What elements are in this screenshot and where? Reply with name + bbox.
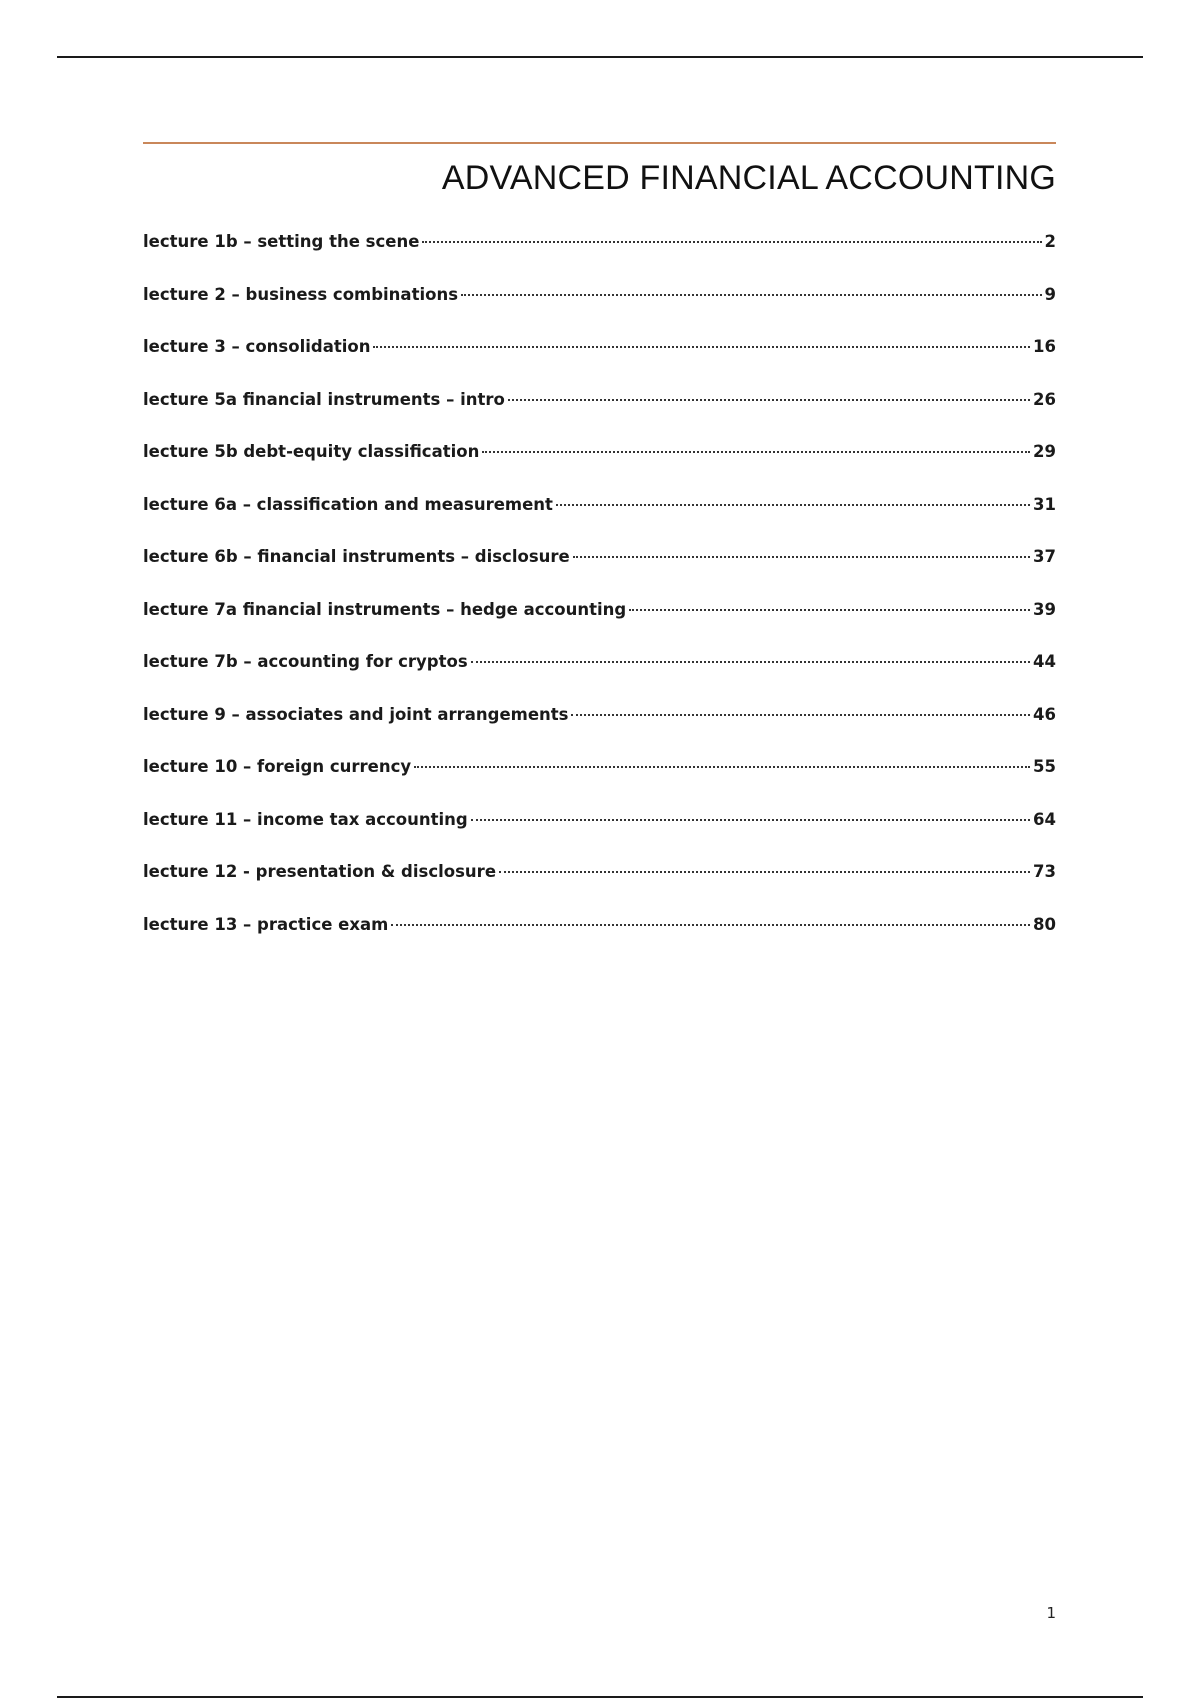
page-number: 1 [1046, 1604, 1056, 1622]
toc-dot-leader [471, 819, 1030, 821]
toc-entry[interactable] [143, 232, 1056, 285]
toc-entry-label: lecture 13 – practice exam [143, 914, 389, 934]
toc-entry-page: 9 [1044, 284, 1056, 304]
toc-entry-page: 16 [1033, 337, 1056, 356]
toc-entry[interactable] [143, 810, 1056, 863]
toc-entry-label: lecture 5b debt-equity classification [143, 442, 480, 461]
toc-entry[interactable] [143, 757, 1056, 810]
toc-entry-label: lecture 1b – setting the scene [143, 232, 420, 251]
toc-dot-leader [373, 346, 1030, 348]
toc-entry-page: 73 [1033, 862, 1056, 881]
title-accent-rule [143, 142, 1056, 144]
toc-entry-page: 31 [1033, 494, 1056, 514]
toc-entry-label: lecture 6b – financial instruments – disclosure [143, 547, 570, 566]
toc-entry-page: 80 [1033, 914, 1056, 934]
header-rule [57, 56, 1143, 58]
toc-dot-leader [482, 451, 1030, 453]
toc-entry[interactable] [143, 285, 1056, 338]
toc-entry-label: lecture 10 – foreign currency [143, 757, 412, 776]
toc-entry[interactable] [143, 705, 1056, 758]
toc-dot-leader [471, 661, 1030, 663]
toc-entry-label: lecture 2 – business combinations [143, 284, 459, 304]
toc-entry-label: lecture 12 - presentation & disclosure [143, 862, 497, 881]
toc-dot-leader [573, 556, 1030, 558]
toc-entry-page: 26 [1033, 389, 1056, 409]
toc-entry-page: 55 [1033, 757, 1056, 776]
toc-dot-leader [461, 294, 1042, 296]
toc-entry-label: lecture 6a – classification and measurement [143, 494, 553, 514]
toc-dot-leader [629, 609, 1030, 611]
toc-dot-leader [499, 871, 1030, 873]
document-title: ADVANCED FINANCIAL ACCOUNTING [441, 159, 1056, 197]
toc-entry-page: 29 [1033, 442, 1056, 461]
toc-dot-leader [422, 241, 1041, 243]
toc-entry[interactable] [143, 600, 1056, 653]
toc-entry[interactable] [143, 495, 1056, 548]
toc-entry-page: 37 [1033, 547, 1056, 566]
toc-entry[interactable] [143, 390, 1056, 443]
toc-entry-label: lecture 7a financial instruments – hedge accounting [143, 599, 627, 619]
toc-entry-page: 64 [1033, 809, 1056, 829]
toc-entry[interactable] [143, 652, 1056, 705]
footer-rule [57, 1696, 1143, 1698]
toc-entry[interactable] [143, 337, 1056, 390]
toc-entry-label: lecture 11 – income tax accounting [143, 809, 468, 829]
toc-entry-page: 44 [1033, 652, 1056, 671]
toc-entry-label: lecture 9 – associates and joint arrangements [143, 704, 569, 724]
toc-entry[interactable] [143, 915, 1056, 968]
toc-dot-leader [508, 399, 1030, 401]
toc-entry-label: lecture 7b – accounting for cryptos [143, 652, 468, 671]
table-of-contents [143, 232, 1056, 967]
toc-entry-label: lecture 3 – consolidation [143, 337, 371, 356]
toc-entry-page: 46 [1033, 704, 1056, 724]
toc-entry-page: 2 [1044, 232, 1056, 251]
toc-dot-leader [571, 714, 1030, 716]
toc-entry[interactable] [143, 442, 1056, 495]
toc-dot-leader [391, 924, 1030, 926]
toc-entry[interactable] [143, 862, 1056, 915]
toc-entry-label: lecture 5a financial instruments – intro [143, 389, 505, 409]
toc-dot-leader [414, 766, 1030, 768]
toc-entry[interactable] [143, 547, 1056, 600]
toc-entry-page: 39 [1033, 599, 1056, 619]
toc-dot-leader [556, 504, 1030, 506]
